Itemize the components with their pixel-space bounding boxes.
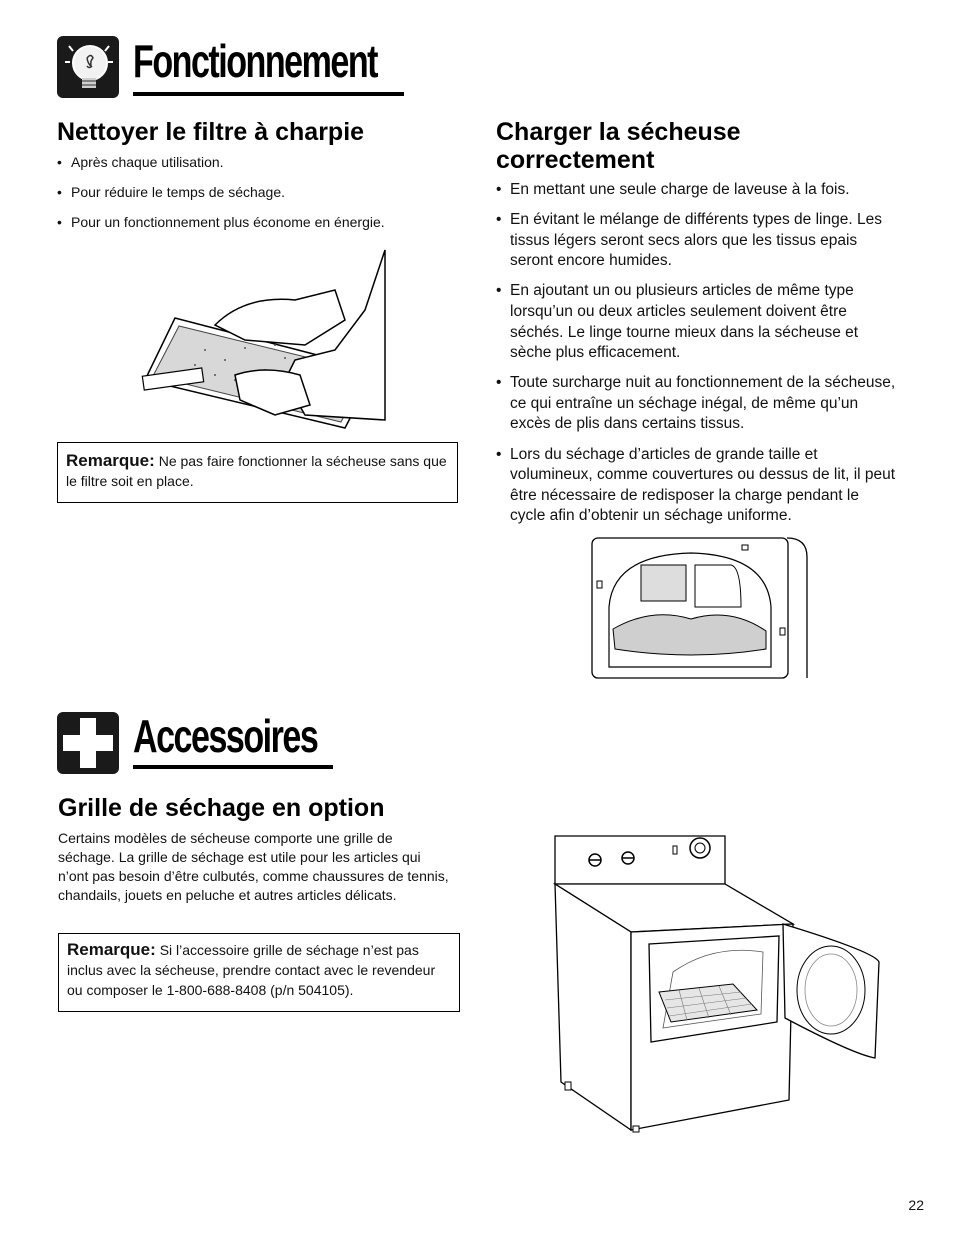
list-item: • Lors du séchage d’articles de grande taille et volumineux, comme couvertures ou dessus de lit, il peut être nécessaire de redisposer la charge pendant le cycle afin d’obtenir un séchage uniforme. bbox=[496, 445, 896, 527]
page-number: 22 bbox=[908, 1197, 924, 1213]
note-text: Ne pas faire fonctionner la sécheuse sans que le filtre soit en place. bbox=[66, 453, 447, 489]
note-text: Si l’accessoire grille de séchage n’est pas inclus avec la sécheuse, prendre contact avec le revendeur ou composer le 1-800-688-8408 (p/n 504105). bbox=[67, 942, 436, 998]
list-item: • Toute surcharge nuit au fonctionnement de la sécheuse, ce qui entraîne un séchage inégal, de même qu’un excès de plis dans certains tissus. bbox=[496, 373, 896, 435]
drying-rack-text: Certains modèles de sécheuse comporte une grille de séchage. La grille de séchage est utile pour les articles qui n’ont pas besoin d’être culbutés, comme chaussures de tennis, chandails, jouets en peluche et autres articles délicats. bbox=[58, 830, 449, 903]
section-title-accessoires: Accessoires bbox=[133, 710, 318, 762]
list-item: • Pour un fonctionnement plus économe en énergie. bbox=[57, 213, 457, 231]
list-item: • En ajoutant un ou plusieurs articles de même type lorsqu’un ou deux articles seulement doivent être séchés. Le linge tourne mieux dans la sécheuse et sèche plus efficacement. bbox=[496, 281, 896, 363]
lightbulb-icon bbox=[57, 36, 119, 98]
plus-section-icon bbox=[57, 712, 119, 774]
loading-heading: Charger la sécheuse correctement bbox=[496, 118, 741, 174]
lint-filter-illustration bbox=[135, 250, 395, 430]
dryer-drum-illustration bbox=[591, 537, 807, 679]
loading-bullets bbox=[496, 180, 896, 536]
list-item: • En évitant le mélange de différents types de linge. Les tissus légers seront secs alors que les tissus epais seront encore humides. bbox=[496, 210, 896, 272]
lint-filter-heading: Nettoyer le filtre à charpie bbox=[57, 118, 365, 146]
lightbulb-section-icon bbox=[57, 36, 119, 98]
list-item: • En mettant une seule charge de laveuse à la fois. bbox=[496, 180, 896, 201]
section-title-fonctionnement: Fonctionnement bbox=[133, 35, 378, 87]
section-title-underline bbox=[133, 92, 404, 96]
drying-rack-note bbox=[58, 933, 460, 1012]
note-label: Remarque: bbox=[66, 451, 155, 470]
lint-filter-note bbox=[57, 442, 458, 503]
dryer-with-rack-illustration bbox=[553, 832, 883, 1132]
plus-icon bbox=[57, 712, 119, 774]
lint-filter-bullets bbox=[57, 153, 457, 243]
list-item: • Après chaque utilisation. bbox=[57, 153, 457, 171]
drying-rack-heading: Grille de séchage en option bbox=[58, 794, 385, 822]
note-label: Remarque: bbox=[67, 940, 156, 959]
section-title-underline bbox=[133, 765, 333, 769]
list-item: • Pour réduire le temps de séchage. bbox=[57, 183, 457, 201]
